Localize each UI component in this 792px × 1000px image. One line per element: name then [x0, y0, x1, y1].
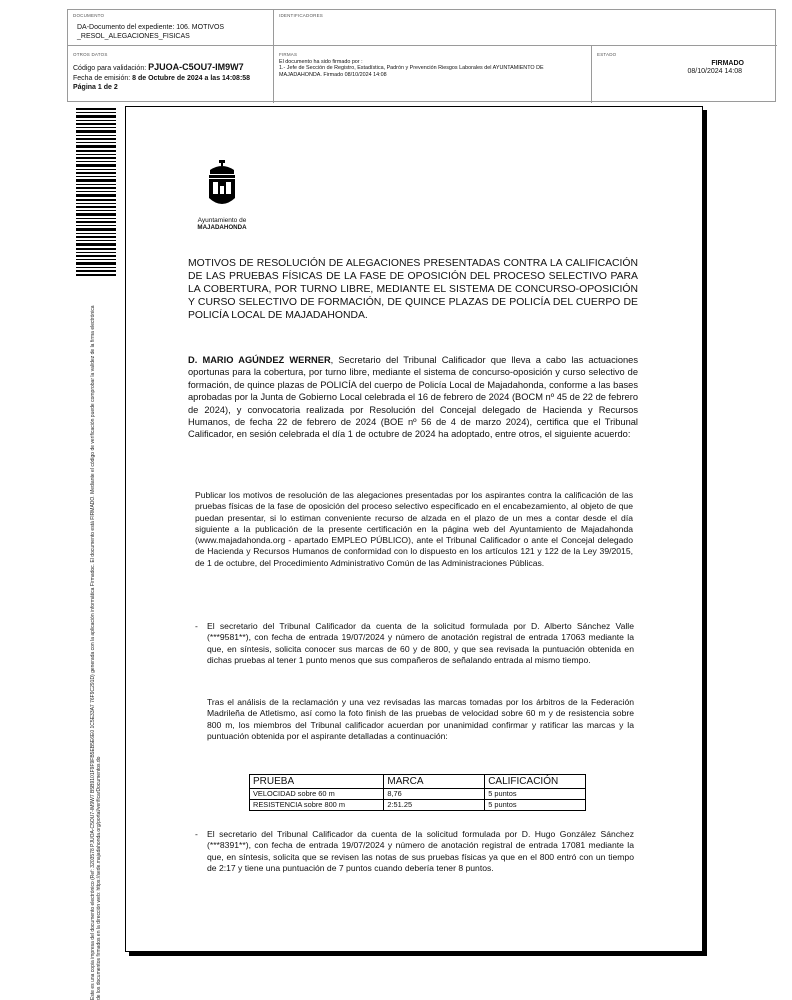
- document-title: MOTIVOS DE RESOLUCIÓN DE ALEGACIONES PRESENTADAS CONTRA LA CALIFICACIÓN DE LAS PRUEBAS FÍSICAS DE LA FASE DE OPOSICIÓN DEL PROCESO SELECTIVO PARA LA COBERTURA, POR TURNO LIBRE, MEDIANTE EL SISTEMA DE CONCURSO-OPOSICIÓN Y CURSO SELECTIVO DE FORMACIÓN, DE QUINCE PLAZAS DE POLICÍA DEL CUERPO DE POLICÍA LOCAL DE MAJADAHONDA.: [188, 258, 638, 321]
- item2-text: El secretario del Tribunal Calificador da cuenta de la solicitud formulada por D. Hugo González Sánchez (***8391**), con fecha de entrada 19/07/2024 y número de anotación registral de entrada 17081 mediante la que, en síntesis, solicita que se revisen las notas de sus pruebas físicas ya que en el 800 entró con un tiempo de 2:17 y tiene una puntuación de 7 puntos cuando debería tener 8 puntos.: [207, 829, 634, 873]
- estado-fecha: 08/10/2024 14:08: [687, 68, 742, 75]
- page-shadow-right: [703, 110, 707, 956]
- estado-cell: [592, 46, 777, 103]
- identificadores-cell: [274, 10, 777, 46]
- table-cell: 8,76: [384, 789, 485, 800]
- table-cell: 2:51.25: [384, 800, 485, 811]
- table-cell: 5 puntos: [485, 789, 586, 800]
- firmas-label: FIRMAS: [279, 52, 298, 57]
- estado-value: FIRMADO: [711, 60, 744, 67]
- logo: [190, 160, 254, 232]
- page-shadow-bottom: [129, 952, 707, 956]
- coat-of-arms-icon: [190, 160, 254, 212]
- otros-datos-label: OTROS DATOS: [73, 52, 108, 57]
- table-row: [250, 789, 586, 800]
- item1-bullet: -: [195, 621, 198, 631]
- table-cell: VELOCIDAD sobre 60 m: [250, 789, 384, 800]
- documento-value: DA-Documento del expediente: 106. MOTIVOS _RESOL_ALEGACIONES_FISICAS: [77, 24, 225, 40]
- col-prueba: PRUEBA: [250, 775, 384, 789]
- item1-text: El secretario del Tribunal Calificador da cuenta de la solicitud formulada por D. Alberto Sánchez Valle (***9581**), con fecha de entrada 19/07/2024 y número de anotación registral de entrada 17063 mediante la que, en síntesis, solicita conocer sus marcas de 60 y de 800, y que sea revisada la puntuación obtenida en dichas pruebas al tener 1 punto menos que sus compañeros de señalando entrada al mismo tiempo.: [207, 621, 634, 665]
- table-header-row: [250, 775, 586, 789]
- table-cell: 5 puntos: [485, 800, 586, 811]
- firmas-text: El documento ha sido firmado por : 1.- Jefe de Sección de Registro, Estadística, Padrón y Prevención Riesgos Laborales del AYUNTAMIENTO DE MAJADAHONDA. Firmado 08/10/2024 14:08: [279, 59, 544, 78]
- documento-cell: [68, 10, 274, 46]
- side-verification-text: Este es una copia impresa del documento electrónico (Ref: 3203578 PJUOA-C5OU7-IM9W7 B5B9101F9F9FB5EB5E6E0 1C5E33A7 76F9C291D) generada con la aplicación informática Firmadoc. El documento está FIRMADO. Mediante el código de verificación puede comprobar la validez de la firma electrónica de los documentos firmados en la dirección web: https://sede.majadahonda.org/portal/verificarDocumentos.do: [90, 305, 102, 1000]
- otros-datos-cell: [68, 46, 274, 103]
- table-row: [250, 800, 586, 811]
- secretario-name: D. MARIO AGÚNDEZ WERNER: [188, 355, 331, 365]
- firmas-cell: [274, 46, 592, 103]
- codigo-validacion: Código para validación: PJUOA-C5OU7-IM9W7: [73, 62, 244, 72]
- signature-header: [67, 9, 776, 102]
- identificadores-label: IDENTIFICADORES: [279, 13, 324, 18]
- fecha-emision: Fecha de emisión: 8 de Octubre de 2024 a las 14:08:58: [73, 75, 251, 82]
- estado-label: ESTADO: [597, 52, 617, 57]
- col-marca: MARCA: [384, 775, 485, 789]
- intro-paragraph: D. MARIO AGÚNDEZ WERNER, Secretario del Tribunal Calificador que lleva a cabo las actuaciones oportunas para la cobertura, por turno libre, mediante el sistema de concurso-oposición y curso selectivo de formación, de quince plazas de POLICÍA del cuerpo de Policía Local de Majadahonda, conforme a las bases aprobadas por la Junta de Gobierno Local celebrada el 16 de febrero de 2024 (BOCM nº 45 de 22 de febrero de 2024), y convocatoria realizada por Resolución del Concejal delegado de Hacienda y Recursos Humanos, de fecha 22 de febrero de 2024 (BOE nº 56 de 4 de marzo 2024), certifica que el Tribunal Calificador, en sesión celebrada el día 1 de octubre de 2024 ha adoptado, entre otros, el siguiente acuerdo:: [188, 355, 638, 440]
- item2-bullet: -: [195, 829, 198, 839]
- logo-line1: Ayuntamiento de: [197, 217, 247, 224]
- results-table: [249, 774, 586, 811]
- acuerdo-paragraph: Publicar los motivos de resolución de las alegaciones presentadas por los aspirantes contra la calificación de las pruebas físicas de la fase de oposición del proceso selectivo especificado en el encabezamiento, al objeto de que puedan presentar, si lo estiman conveniente recurso de alzada en el plazo de un mes a contar desde el día siguiente a la publicación de la presente certificación en la página web del Ayuntamiento de Majadahonda (www.majadahonda.org - apartado EMPLEO PÚBLICO), ante el Tribunal Calificador o ante el Concejal delegado de Hacienda y Recursos Humanos de conformidad con lo dispuesto en los artículos 121 y 122 de la Ley 39/2015, de 1 de octubre, del Procedimiento Administrativo Común de las Administraciones Públicas.: [195, 490, 633, 568]
- col-calificacion: CALIFICACIÓN: [485, 775, 586, 789]
- documento-label: DOCUMENTO: [73, 13, 105, 18]
- logo-line2: MAJADAHONDA: [197, 224, 247, 231]
- item1-text2: Tras el análisis de la reclamación y una vez revisadas las marcas tomadas por los árbitros de la Federación Madrileña de Atletismo, así como la foto finish de las pruebas de velocidad sobre 60 m y de resistencia sobre 800 m, los miembros del Tribunal calificador acuerdan por unanimidad confirmar y ratificar las marcas y la puntuación obtenida por el aspirante detalladas a continuación:: [207, 697, 634, 741]
- barcode-icon: [75, 106, 117, 277]
- table-cell: RESISTENCIA sobre 800 m: [250, 800, 384, 811]
- pagina: Página 1 de 2: [73, 84, 118, 91]
